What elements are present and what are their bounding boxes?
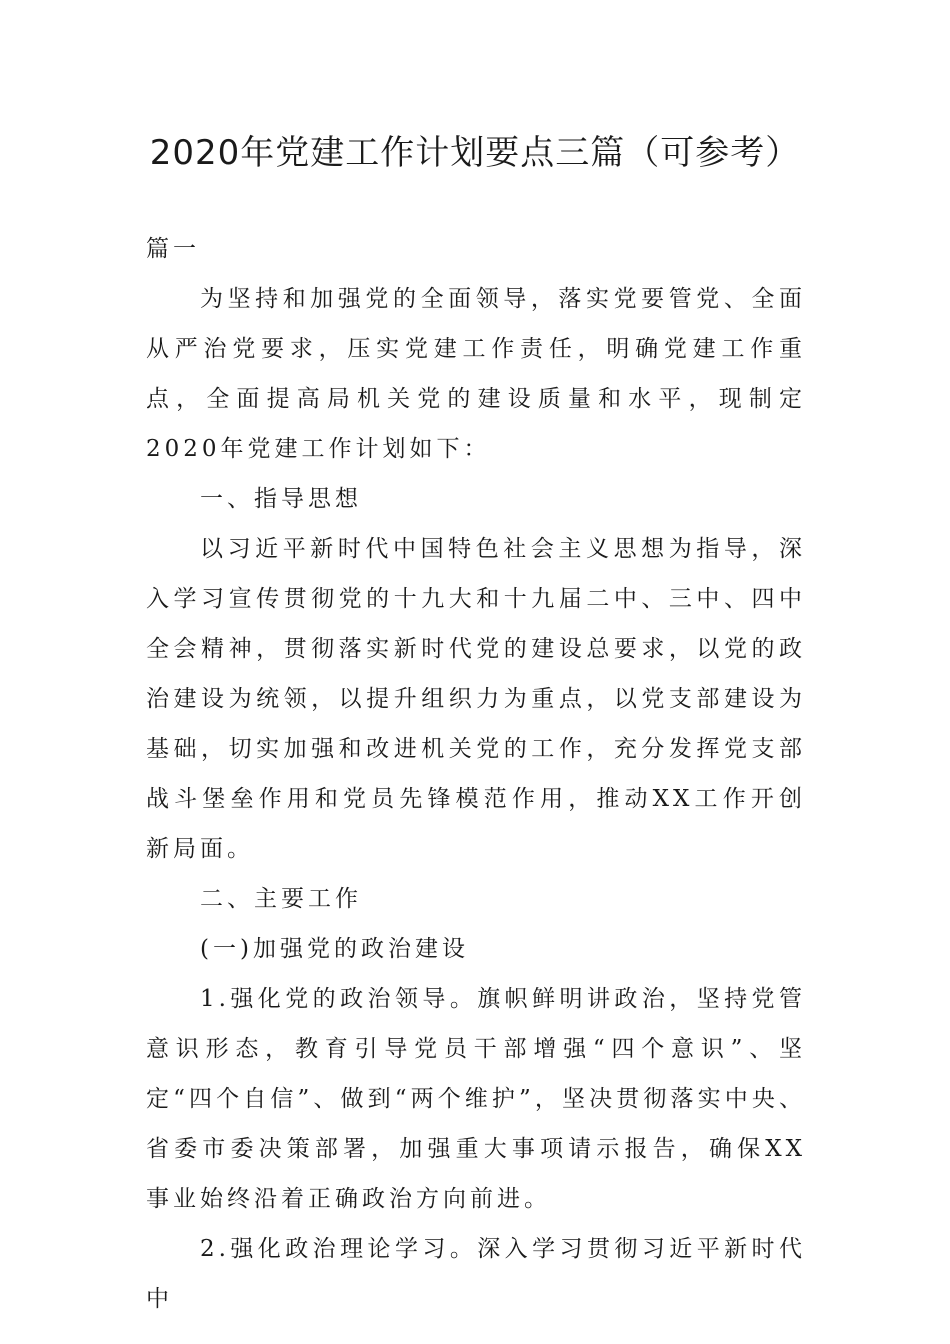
heading-guiding-thought: 一、指导思想 [200, 486, 362, 512]
paragraph-item-1: 1.强化党的政治领导。旗帜鲜明讲政治，坚持党管意识形态，教育引导党员干部增强“四个意识”、坚定“四个自信”、做到“两个维护”，坚决贯彻落实中央、省委市委决策部署，加强重大事项请示报告，确保XX事业始终沿着正确政治方向前进。 [146, 986, 806, 1212]
subheading-political-construction: (一)加强党的政治建设 [200, 936, 469, 962]
paragraph-guiding-thought: 以习近平新时代中国特色社会主义思想为指导，深入学习宣传贯彻党的十九大和十九届二中、三中、四中全会精神，贯彻落实新时代党的建设总要求，以党的政治建设为统领，以提升组织力为重点，以党支部建设为基础，切实加强和改进机关党的工作，充分发挥党支部战斗堡垒作用和党员先锋模范作用，推动XX工作开创新局面。 [146, 536, 806, 862]
document-title: 2020年党建工作计划要点三篇（可参考） [149, 133, 801, 173]
paragraph-intro: 为坚持和加强党的全面领导，落实党要管党、全面从严治党要求，压实党建工作责任，明确党建工作重点，全面提高局机关党的建设质量和水平，现制定2020年党建工作计划如下： [146, 286, 806, 462]
section-label: 篇一 [146, 236, 200, 262]
heading-main-work: 二、主要工作 [200, 886, 362, 912]
paragraph-item-2: 2.强化政治理论学习。深入学习贯彻习近平新时代中 [146, 1236, 806, 1312]
document-body [146, 224, 806, 1324]
